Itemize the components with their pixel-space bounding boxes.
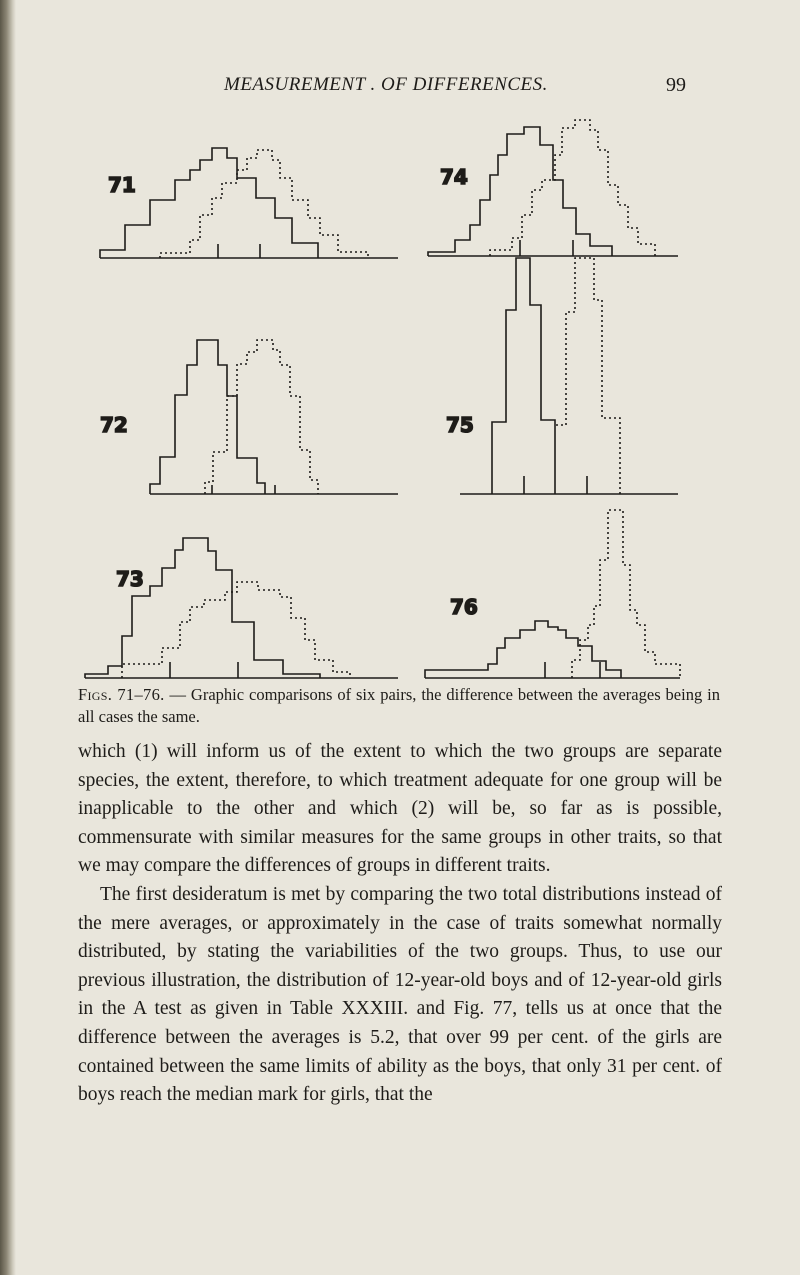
fig73-ticks bbox=[170, 662, 238, 678]
fig72-solid-distribution bbox=[150, 340, 265, 494]
fig71-label: 71 bbox=[108, 173, 136, 197]
figure-76 bbox=[425, 510, 680, 678]
page-number: 99 bbox=[666, 74, 686, 96]
figure-71 bbox=[100, 148, 398, 258]
fig74-label: 74 bbox=[440, 165, 468, 189]
figure-73 bbox=[85, 538, 398, 678]
fig75-solid-distribution bbox=[492, 258, 555, 494]
caption-figure-number: Figs. 71–76. bbox=[78, 685, 165, 704]
fig74-ticks bbox=[520, 240, 573, 256]
figure-72 bbox=[100, 340, 398, 494]
caption-text: — Graphic comparisons of six pairs, the difference between the averages being in all cases the same. bbox=[78, 685, 720, 726]
fig74-dotted-distribution bbox=[490, 120, 655, 256]
fig71-solid-distribution bbox=[100, 148, 318, 258]
fig73-solid-distribution bbox=[85, 538, 320, 678]
body-text bbox=[78, 738, 722, 1110]
fig72-label: 72 bbox=[100, 413, 128, 437]
fig75-dotted-distribution bbox=[556, 258, 620, 494]
fig75-label: 75 bbox=[446, 413, 474, 437]
figure-74 bbox=[428, 120, 678, 256]
fig73-dotted-distribution bbox=[122, 582, 350, 678]
fig72-dotted-distribution bbox=[205, 340, 318, 494]
paragraph-1: which (1) will inform us of the extent to which the two groups are separate species, the extent, therefore, to which treatment adequate for one group will be inapplicable to the other and which (2) will be, so far as is possible, commensurate with similar measures for the same groups in other traits, so that we may compare the differences of groups in different traits. bbox=[78, 741, 722, 877]
running-head: MEASUREMENT . OF DIFFERENCES. bbox=[224, 74, 548, 95]
fig71-ticks bbox=[218, 244, 260, 258]
paragraph-2: The first desideratum is met by comparing the two total distributions instead of the mere averages, or approximately in the case of traits somewhat normally distributed, by stating the variabilities of the two groups. Thus, to use our previous illustration, the distribution of 12-year-old boys and of 12-year-old girls in the A test as given in Table XXXIII. and Fig. 77, tells us at once that the difference between the averages is 5.2, that over 99 per cent. of the girls are contained between the same limits of ability as the boys, that only 31 per cent. of boys reach the median mark for girls, that the bbox=[78, 883, 722, 1106]
figure-caption bbox=[78, 684, 720, 728]
fig76-dotted-distribution bbox=[572, 510, 680, 678]
fig73-label: 73 bbox=[116, 567, 144, 591]
fig76-ticks bbox=[545, 662, 600, 678]
fig74-solid-distribution bbox=[428, 127, 612, 256]
fig76-solid-distribution bbox=[425, 621, 621, 678]
fig76-label: 76 bbox=[450, 595, 478, 619]
fig71-dotted-distribution bbox=[160, 150, 368, 258]
figure-75 bbox=[446, 258, 678, 494]
